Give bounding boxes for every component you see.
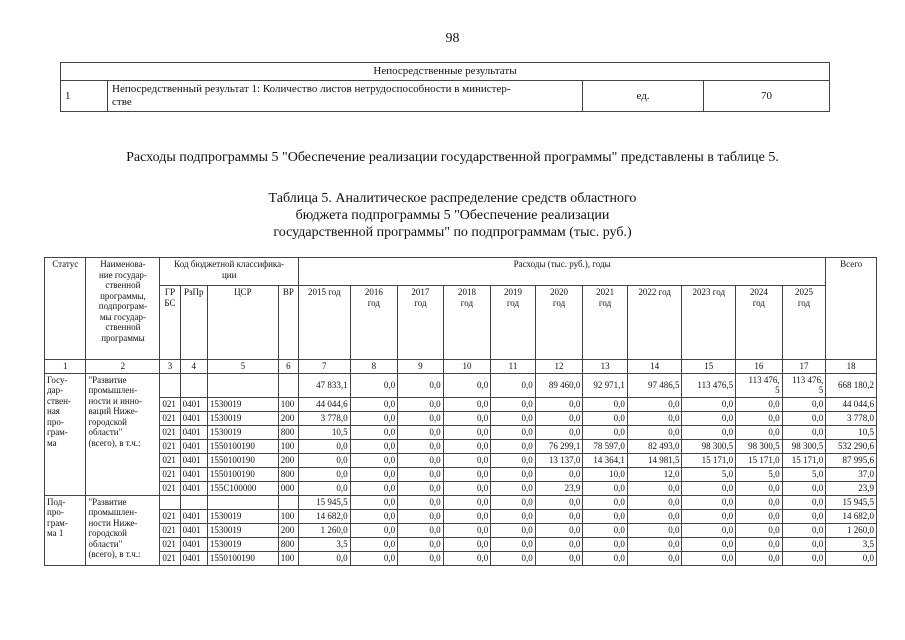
table-cell: 15 171,0 (782, 453, 826, 467)
table-cell: 0,0 (627, 537, 682, 551)
table-cell: 0,0 (782, 537, 826, 551)
table-cell: 0,0 (682, 551, 736, 565)
table-cell: 14 682,0 (298, 509, 350, 523)
table-cell: 0,0 (535, 467, 583, 481)
table-cell: 0,0 (350, 373, 398, 397)
table-cell: 0,0 (491, 425, 536, 439)
column-number: 11 (491, 360, 536, 374)
table-cell: 0,0 (782, 509, 826, 523)
table-cell: 800 (278, 537, 298, 551)
table-cell: 000 (278, 481, 298, 495)
table-cell: 100 (278, 551, 298, 565)
caption-line: Таблица 5. Аналитическое распределение средств областного (268, 191, 637, 206)
column-number: 14 (627, 360, 682, 374)
column-number: 4 (180, 360, 207, 374)
table-cell: 1550100190 (207, 551, 278, 565)
table-cell: 021 (160, 411, 180, 425)
table-cell: 0,0 (350, 411, 398, 425)
table-cell: 0,0 (398, 411, 444, 425)
table-cell: 87 995,6 (826, 453, 877, 467)
table-cell: 1530019 (207, 425, 278, 439)
table-row (45, 495, 877, 509)
table-cell: 0401 (180, 467, 207, 481)
table-cell: 0,0 (535, 509, 583, 523)
table-cell: 0,0 (782, 495, 826, 509)
table-cell: 0401 (180, 481, 207, 495)
header-expenses: Расходы (тыс. руб.), годы (298, 258, 825, 286)
caption-line: бюджета подпрограммы 5 "Обеспечение реализации (295, 208, 610, 223)
table-cell: 0,0 (627, 523, 682, 537)
table-cell: 0401 (180, 551, 207, 565)
header-year: 2019 год (491, 286, 536, 360)
table-caption (0, 190, 905, 241)
table-cell: 14 364,1 (583, 453, 628, 467)
table-cell: 0,0 (682, 509, 736, 523)
table-cell: 23,9 (535, 481, 583, 495)
table-cell: 0,0 (535, 495, 583, 509)
table-cell: 0,0 (627, 425, 682, 439)
table-cell: 0,0 (350, 397, 398, 411)
table-cell: 0,0 (782, 425, 826, 439)
table-cell: 0,0 (535, 425, 583, 439)
table-cell: 0,0 (491, 537, 536, 551)
row-status: Госу- дар- ствен- ная про- грам- ма (45, 373, 86, 495)
table-cell: 0401 (180, 411, 207, 425)
table-cell: 15 171,0 (736, 453, 783, 467)
table-cell: 0,0 (826, 551, 877, 565)
table-cell: 23,9 (826, 481, 877, 495)
table-cell: 0,0 (298, 467, 350, 481)
table-cell: 0,0 (583, 481, 628, 495)
table-cell: 0,0 (535, 397, 583, 411)
header-year: 2015 год (298, 286, 350, 360)
table-cell: 0,0 (491, 509, 536, 523)
table-cell: 10,0 (583, 467, 628, 481)
table-cell: 1 260,0 (298, 523, 350, 537)
table-cell: 0,0 (443, 537, 491, 551)
table-cell: 0,0 (782, 523, 826, 537)
table-cell: 0,0 (736, 397, 783, 411)
table-cell: 200 (278, 523, 298, 537)
table-cell: 44 044,6 (826, 397, 877, 411)
header-code-col: РзПр (180, 286, 207, 360)
column-number: 17 (782, 360, 826, 374)
table-cell: 0,0 (350, 453, 398, 467)
table-cell: 0,0 (443, 495, 491, 509)
table-cell: 0,0 (583, 523, 628, 537)
table-cell: 1530019 (207, 509, 278, 523)
table-cell: 0401 (180, 523, 207, 537)
table-cell: 10,5 (298, 425, 350, 439)
column-number: 3 (160, 360, 180, 374)
table-cell: 0,0 (627, 495, 682, 509)
table-cell: 0,0 (398, 523, 444, 537)
table-cell: 15 171,0 (682, 453, 736, 467)
table-cell: 5,0 (682, 467, 736, 481)
table-cell: 0,0 (782, 411, 826, 425)
table-cell (278, 373, 298, 397)
table-cell: 0,0 (583, 551, 628, 565)
table-cell: 155С100000 (207, 481, 278, 495)
row-status: Под- про- грам- ма 1 (45, 495, 86, 565)
table-cell: 021 (160, 509, 180, 523)
table-cell (207, 495, 278, 509)
table-cell: 0,0 (443, 467, 491, 481)
table-cell: 021 (160, 523, 180, 537)
table-cell: 0,0 (443, 481, 491, 495)
table-cell: 021 (160, 439, 180, 453)
table-cell: 0,0 (627, 397, 682, 411)
table-cell: 0,0 (350, 537, 398, 551)
row-program-name: "Развитие промышлен- ности и инно- ваций Ниже- городской области" (всего), в т.ч.: (86, 373, 160, 495)
table-cell: 0,0 (298, 481, 350, 495)
table-cell: 15 945,5 (826, 495, 877, 509)
table-cell: 0,0 (682, 397, 736, 411)
column-number: 16 (736, 360, 783, 374)
column-number: 15 (682, 360, 736, 374)
table-cell: 0,0 (583, 495, 628, 509)
header-budget-code: Код бюджетной классифика- ции (160, 258, 299, 286)
table-cell: 0,0 (491, 523, 536, 537)
header-code-col: ВР (278, 286, 298, 360)
column-number: 8 (350, 360, 398, 374)
table-row (45, 397, 877, 411)
table-cell: 0401 (180, 537, 207, 551)
table-cell: 0,0 (583, 425, 628, 439)
header-total: Всего (826, 258, 877, 360)
table-cell: 0,0 (736, 481, 783, 495)
row-program-name: "Развитие промышлен- ности Ниже- городской области" (всего), в т.ч.: (86, 495, 160, 565)
table-row (45, 453, 877, 467)
table-cell: 532 290,6 (826, 439, 877, 453)
table-cell: 0,0 (736, 495, 783, 509)
table-cell: 89 460,0 (535, 373, 583, 397)
table-cell: 0,0 (583, 397, 628, 411)
table-row (45, 439, 877, 453)
table-cell: 47 833,1 (298, 373, 350, 397)
table-cell: 0,0 (583, 537, 628, 551)
table-cell: 100 (278, 509, 298, 523)
table-cell: 0,0 (535, 551, 583, 565)
table-cell: 0,0 (491, 467, 536, 481)
direct-results-table (60, 62, 830, 112)
table-cell (180, 495, 207, 509)
result-description: Непосредственный результат 1: Количество листов нетрудоспособности в министер- стве (108, 81, 583, 112)
table-cell: 0401 (180, 439, 207, 453)
table-cell: 3,5 (298, 537, 350, 551)
table-cell: 0,0 (682, 411, 736, 425)
table-cell: 0,0 (398, 495, 444, 509)
table-cell: 0,0 (491, 551, 536, 565)
table-cell: 0,0 (443, 411, 491, 425)
table-cell: 98 300,5 (736, 439, 783, 453)
table-cell: 0,0 (398, 425, 444, 439)
column-number: 18 (826, 360, 877, 374)
header-year: 2020 год (535, 286, 583, 360)
table-cell: 97 486,5 (627, 373, 682, 397)
table-cell: 800 (278, 467, 298, 481)
table-cell: 021 (160, 453, 180, 467)
table-cell: 0,0 (443, 509, 491, 523)
column-number: 1 (45, 360, 86, 374)
table-cell: 5,0 (736, 467, 783, 481)
table-cell: 0,0 (627, 509, 682, 523)
table-cell: 0,0 (398, 467, 444, 481)
result-number: 1 (61, 81, 108, 112)
table-cell: 0,0 (491, 495, 536, 509)
table-cell: 1550100190 (207, 439, 278, 453)
table-cell (160, 495, 180, 509)
table-cell: 0,0 (682, 523, 736, 537)
table-row (45, 537, 877, 551)
table-cell: 0,0 (736, 411, 783, 425)
table-cell: 0401 (180, 397, 207, 411)
table-cell: 3,5 (826, 537, 877, 551)
direct-results-header: Непосредственные результаты (61, 63, 830, 81)
table-cell: 1530019 (207, 411, 278, 425)
header-year: 2021 год (583, 286, 628, 360)
table-row (45, 411, 877, 425)
table-cell: 0,0 (491, 411, 536, 425)
table-cell: 0,0 (627, 551, 682, 565)
table-cell: 92 971,1 (583, 373, 628, 397)
table-cell: 0,0 (443, 425, 491, 439)
table-cell: 13 137,0 (535, 453, 583, 467)
table-cell: 0,0 (443, 551, 491, 565)
table-cell: 0,0 (535, 537, 583, 551)
table-cell: 14 981,5 (627, 453, 682, 467)
table-cell: 1530019 (207, 397, 278, 411)
column-number: 10 (443, 360, 491, 374)
table-row (45, 373, 877, 397)
table-cell: 5,0 (782, 467, 826, 481)
table-cell: 0,0 (782, 397, 826, 411)
table-cell: 0,0 (491, 373, 536, 397)
header-year: 2023 год (682, 286, 736, 360)
header-year: 2016 год (350, 286, 398, 360)
table-cell: 0,0 (535, 523, 583, 537)
header-code-col: ГР БС (160, 286, 180, 360)
table-cell: 800 (278, 425, 298, 439)
table-cell: 0,0 (535, 411, 583, 425)
table-row (45, 523, 877, 537)
table-cell (180, 373, 207, 397)
column-number: 7 (298, 360, 350, 374)
table-cell: 200 (278, 453, 298, 467)
table-cell: 0,0 (491, 439, 536, 453)
table-cell: 0,0 (491, 453, 536, 467)
table-cell: 0401 (180, 509, 207, 523)
table-cell: 0,0 (398, 509, 444, 523)
table-cell: 0,0 (398, 551, 444, 565)
table-cell: 0,0 (350, 551, 398, 565)
header-status: Статус (45, 258, 86, 360)
table-cell: 1550100190 (207, 453, 278, 467)
table-cell: 0,0 (491, 397, 536, 411)
table-cell: 0,0 (443, 453, 491, 467)
header-year: 2018 год (443, 286, 491, 360)
header-year: 2017 год (398, 286, 444, 360)
table-cell: 0,0 (298, 439, 350, 453)
table-cell: 44 044,6 (298, 397, 350, 411)
table-cell: 10,5 (826, 425, 877, 439)
table-cell: 0,0 (736, 551, 783, 565)
table-cell: 0,0 (298, 551, 350, 565)
page-number: 98 (445, 31, 460, 46)
table-cell: 3 778,0 (826, 411, 877, 425)
table-cell: 021 (160, 467, 180, 481)
table-cell: 0,0 (583, 509, 628, 523)
table-cell: 021 (160, 537, 180, 551)
table-cell: 0,0 (736, 523, 783, 537)
table-cell: 0,0 (443, 397, 491, 411)
table-cell: 0,0 (682, 537, 736, 551)
table-cell: 0,0 (682, 495, 736, 509)
table-cell: 668 180,2 (826, 373, 877, 397)
header-program-name: Наименова- ние государ- ственной программы, подпрограм- мы государ- ственной программы (86, 258, 160, 360)
table-cell: 12,0 (627, 467, 682, 481)
table-cell: 98 300,5 (782, 439, 826, 453)
result-unit: ед. (583, 81, 704, 112)
table-cell: 82 493,0 (627, 439, 682, 453)
table-cell (160, 373, 180, 397)
column-number: 6 (278, 360, 298, 374)
caption-line: государственной программы" по подпрограммам (тыс. руб.) (273, 225, 632, 240)
table-cell: 0,0 (583, 411, 628, 425)
table-cell (207, 373, 278, 397)
header-year: 2022 год (627, 286, 682, 360)
table-cell (278, 495, 298, 509)
table-cell: 0,0 (398, 373, 444, 397)
column-number: 2 (86, 360, 160, 374)
table-cell: 0,0 (443, 439, 491, 453)
table-cell: 98 300,5 (682, 439, 736, 453)
table-cell: 0,0 (443, 523, 491, 537)
result-value: 70 (704, 81, 830, 112)
table-cell: 0,0 (736, 537, 783, 551)
table-cell: 0,0 (350, 439, 398, 453)
table-cell: 0,0 (398, 397, 444, 411)
column-number: 9 (398, 360, 444, 374)
table-cell: 113 476, 5 (782, 373, 826, 397)
table-cell: 0,0 (682, 481, 736, 495)
table-cell: 0401 (180, 453, 207, 467)
table-cell: 0,0 (736, 425, 783, 439)
table-cell: 0,0 (350, 523, 398, 537)
header-code-col: ЦСР (207, 286, 278, 360)
table-cell: 0,0 (443, 373, 491, 397)
table-cell: 0,0 (350, 425, 398, 439)
table-cell: 0,0 (682, 425, 736, 439)
table-cell: 0,0 (398, 453, 444, 467)
table-row (45, 425, 877, 439)
table-cell: 0,0 (398, 439, 444, 453)
table-cell: 14 682,0 (826, 509, 877, 523)
header-year: 2025 год (782, 286, 826, 360)
table-row (45, 551, 877, 565)
table-cell: 113 476,5 (682, 373, 736, 397)
table-row (45, 467, 877, 481)
table-cell: 021 (160, 425, 180, 439)
table-cell: 0,0 (350, 481, 398, 495)
table-cell: 1550100190 (207, 467, 278, 481)
table-cell: 0401 (180, 425, 207, 439)
table-cell: 1 260,0 (826, 523, 877, 537)
table-cell: 0,0 (782, 481, 826, 495)
column-number: 13 (583, 360, 628, 374)
table-cell: 0,0 (627, 481, 682, 495)
table-cell: 100 (278, 397, 298, 411)
table-cell: 0,0 (298, 453, 350, 467)
header-year: 2024 год (736, 286, 783, 360)
table-cell: 37,0 (826, 467, 877, 481)
table-cell: 0,0 (398, 537, 444, 551)
table-row (45, 509, 877, 523)
table-cell: 0,0 (736, 509, 783, 523)
column-number: 5 (207, 360, 278, 374)
table-cell: 021 (160, 481, 180, 495)
table-cell: 0,0 (350, 495, 398, 509)
table-cell: 0,0 (782, 551, 826, 565)
table-cell: 0,0 (398, 481, 444, 495)
table-cell: 021 (160, 551, 180, 565)
table-cell: 0,0 (627, 411, 682, 425)
table-cell: 0,0 (491, 481, 536, 495)
table-cell: 100 (278, 439, 298, 453)
table-cell: 3 778,0 (298, 411, 350, 425)
expenses-paragraph: Расходы подпрограммы 5 "Обеспечение реализации государственной программы" представлены в таблице 5. (126, 150, 779, 165)
table-cell: 0,0 (350, 467, 398, 481)
budget-distribution-table (44, 257, 877, 566)
table-cell: 76 299,1 (535, 439, 583, 453)
table-cell: 1530019 (207, 537, 278, 551)
table-cell: 15 945,5 (298, 495, 350, 509)
table-cell: 113 476, 5 (736, 373, 783, 397)
table-cell: 0,0 (350, 509, 398, 523)
table-cell: 78 597,0 (583, 439, 628, 453)
column-number: 12 (535, 360, 583, 374)
table-cell: 021 (160, 397, 180, 411)
table-cell: 200 (278, 411, 298, 425)
table-row (45, 481, 877, 495)
table-cell: 1530019 (207, 523, 278, 537)
